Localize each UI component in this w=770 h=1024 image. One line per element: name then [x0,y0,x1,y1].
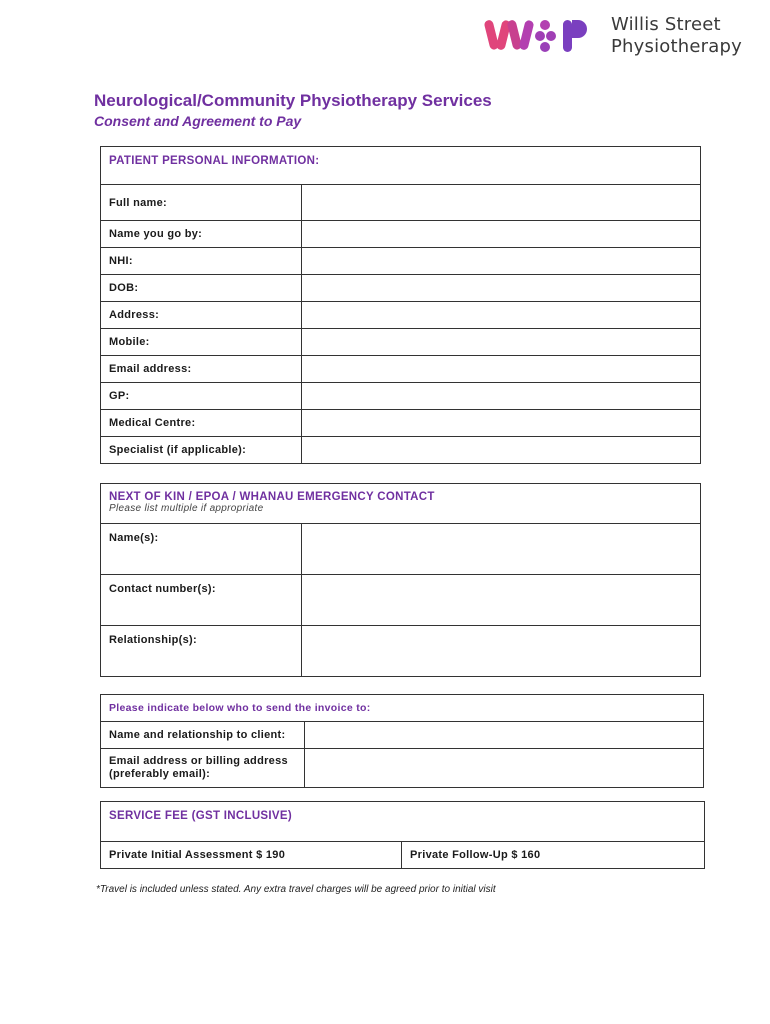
field-input-full-name[interactable] [302,185,701,221]
field-label-invoice-name: Name and relationship to client: [101,722,305,749]
logo-line-1: Willis Street [611,14,721,35]
field-label-gp: GP: [101,383,302,410]
patient-info-heading: PATIENT PERSONAL INFORMATION: [101,147,701,185]
field-label-address: Address: [101,302,302,329]
field-label-mobile: Mobile: [101,329,302,356]
next-of-kin-note: Please list multiple if appropriate [109,503,264,514]
field-input-address[interactable] [302,302,701,329]
field-label-specialist: Specialist (if applicable): [101,437,302,464]
next-of-kin-heading: NEXT OF KIN / EPOA / WHANAU EMERGENCY CONTACT [109,491,435,503]
field-input-specialist[interactable] [302,437,701,464]
field-input-kin-names[interactable] [302,524,701,575]
logo-mark [483,14,603,60]
field-label-kin-relationship: Relationship(s): [101,626,302,677]
logo [483,14,743,60]
fee-follow-up: Private Follow-Up $ 160 [402,842,705,869]
field-input-medical-centre[interactable] [302,410,701,437]
fee-initial-assessment: Private Initial Assessment $ 190 [101,842,402,869]
field-label-medical-centre: Medical Centre: [101,410,302,437]
field-label-invoice-address: Email address or billing address (preferably email): [101,749,305,788]
patient-info-table [100,146,701,464]
logo-text [611,14,742,58]
field-label-kin-names: Name(s): [101,524,302,575]
field-input-nhi[interactable] [302,248,701,275]
field-input-kin-contact[interactable] [302,575,701,626]
field-label-preferred-name: Name you go by: [101,221,302,248]
field-input-kin-relationship[interactable] [302,626,701,677]
field-input-preferred-name[interactable] [302,221,701,248]
field-input-gp[interactable] [302,383,701,410]
logo-line-2: Physiotherapy [611,36,742,57]
travel-footnote: *Travel is included unless stated. Any extra travel charges will be agreed prior to initial visit [96,884,496,895]
field-label-email: Email address: [101,356,302,383]
next-of-kin-heading-cell [101,484,701,524]
field-label-nhi: NHI: [101,248,302,275]
service-fee-table [100,801,705,869]
next-of-kin-table [100,483,701,677]
field-input-invoice-name[interactable] [305,722,704,749]
invoice-table [100,694,704,788]
field-label-full-name: Full name: [101,185,302,221]
field-input-dob[interactable] [302,275,701,302]
invoice-heading: Please indicate below who to send the invoice to: [101,695,704,722]
field-label-dob: DOB: [101,275,302,302]
field-input-email[interactable] [302,356,701,383]
field-input-mobile[interactable] [302,329,701,356]
service-fee-heading: SERVICE FEE (GST INCLUSIVE) [101,802,705,842]
page-title: Neurological/Community Physiotherapy Services [94,91,492,110]
field-label-kin-contact: Contact number(s): [101,575,302,626]
field-input-invoice-address[interactable] [305,749,704,788]
page-subtitle: Consent and Agreement to Pay [94,113,302,129]
